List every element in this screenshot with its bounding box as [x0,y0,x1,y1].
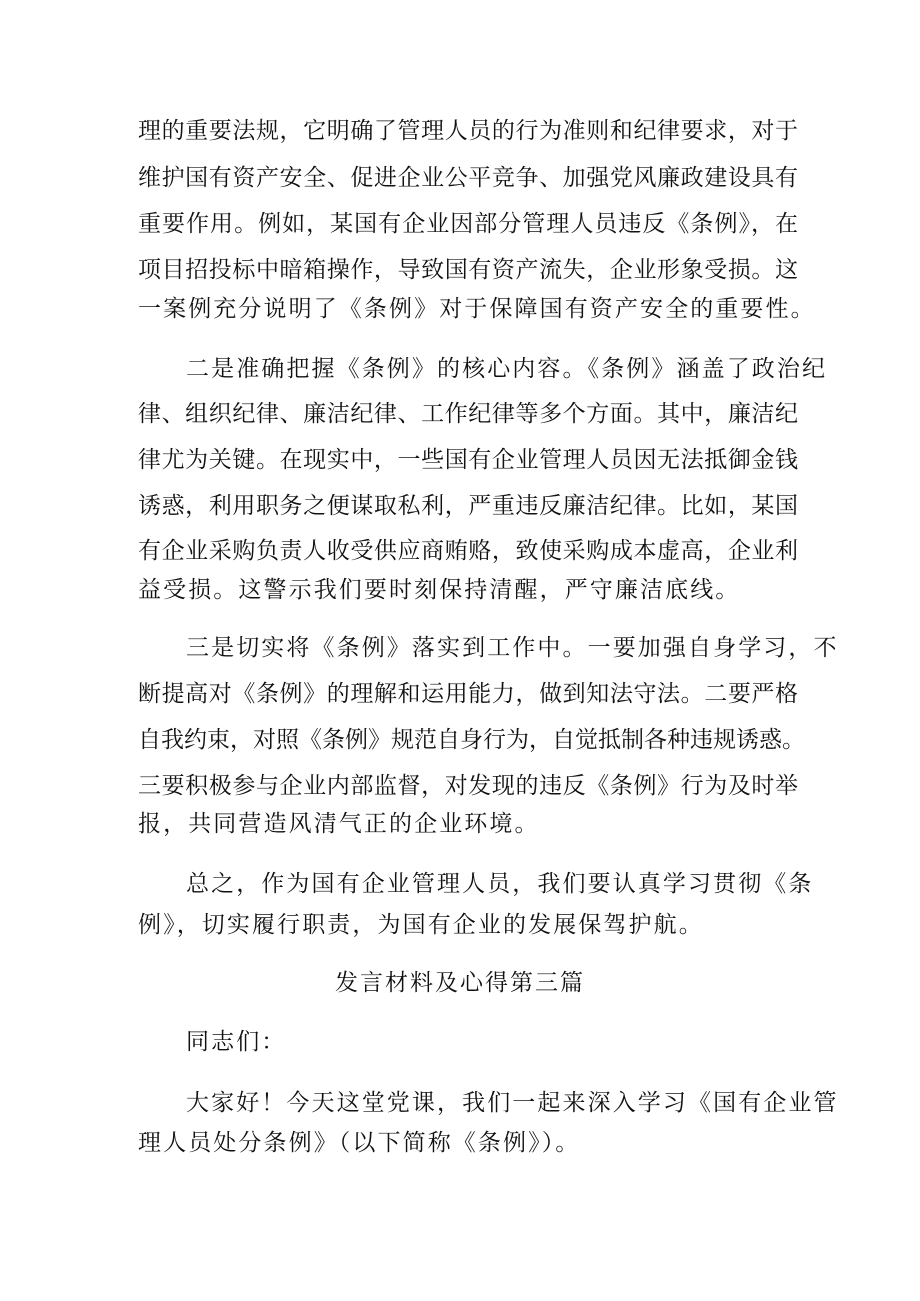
paragraph-1-line-3: 重要作用。例如，某国有企业因部分管理人员违反《条例》，在 [138,211,798,237]
paragraph-2-line-2: 律、组织纪律、廉洁纪律、工作纪律等多个方面。其中，廉洁纪 [138,401,798,427]
paragraph-2-line-4: 诱惑，利用职务之便谋取私利，严重违反廉洁纪律。比如，某国 [138,493,798,519]
paragraph-1-line-2: 维护国有资产安全、促进企业公平竞争、加强党风廉政建设具有 [138,165,798,191]
paragraph-5-line-1: 大家好！今天这堂党课，我们一起来深入学习《国有企业管 [186,1090,839,1116]
paragraph-4-line-2: 例》，切实履行职责，为国有企业的发展保驾护航。 [138,912,704,938]
paragraph-3-line-4: 三要积极参与企业内部监督，对发现的违反《条例》行为及时举 [138,773,798,799]
paragraph-4-line-1: 总之，作为国有企业管理人员，我们要认真学习贯彻《条 [186,871,814,897]
paragraph-1-line-1: 理的重要法规，它明确了管理人员的行为准则和纪律要求，对于 [138,118,798,144]
paragraph-1-line-5: 一案例充分说明了《条例》对于保障国有资产安全的重要性。 [138,296,816,322]
paragraph-1-line-4: 项目招投标中暗箱操作，导致国有资产流失，企业形象受损。这 [138,257,798,283]
paragraph-2-line-5: 有企业采购负责人收受供应商贿赂，致使采购成本虚高，企业利 [138,538,798,564]
paragraph-5-line-2: 理人员处分条例》（以下简称《条例》）。 [138,1130,581,1156]
section-heading: 发言材料及心得第三篇 [335,970,585,996]
paragraph-3-line-3: 自我约束，对照《条例》规范自身行为，自觉抵制各种违规诱惑。 [138,727,805,753]
paragraph-3-line-2: 断提高对《条例》的理解和运用能力，做到知法守法。二要严格 [138,681,798,707]
paragraph-2-line-3: 律尤为关键。在现实中，一些国有企业管理人员因无法抵御金钱 [138,447,798,473]
paragraph-3-line-1: 三是切实将《条例》落实到工作中。一要加强自身学习，不 [186,635,839,661]
paragraph-2-line-1: 二是准确把握《条例》的核心内容。《条例》涵盖了政治纪 [186,356,828,382]
salutation: 同志们： [186,1029,287,1055]
paragraph-3-line-5: 报，共同营造风清气正的企业环境。 [138,811,540,837]
paragraph-2-line-6: 益受损。这警示我们要时刻保持清醒，严守廉洁底线。 [138,577,741,603]
